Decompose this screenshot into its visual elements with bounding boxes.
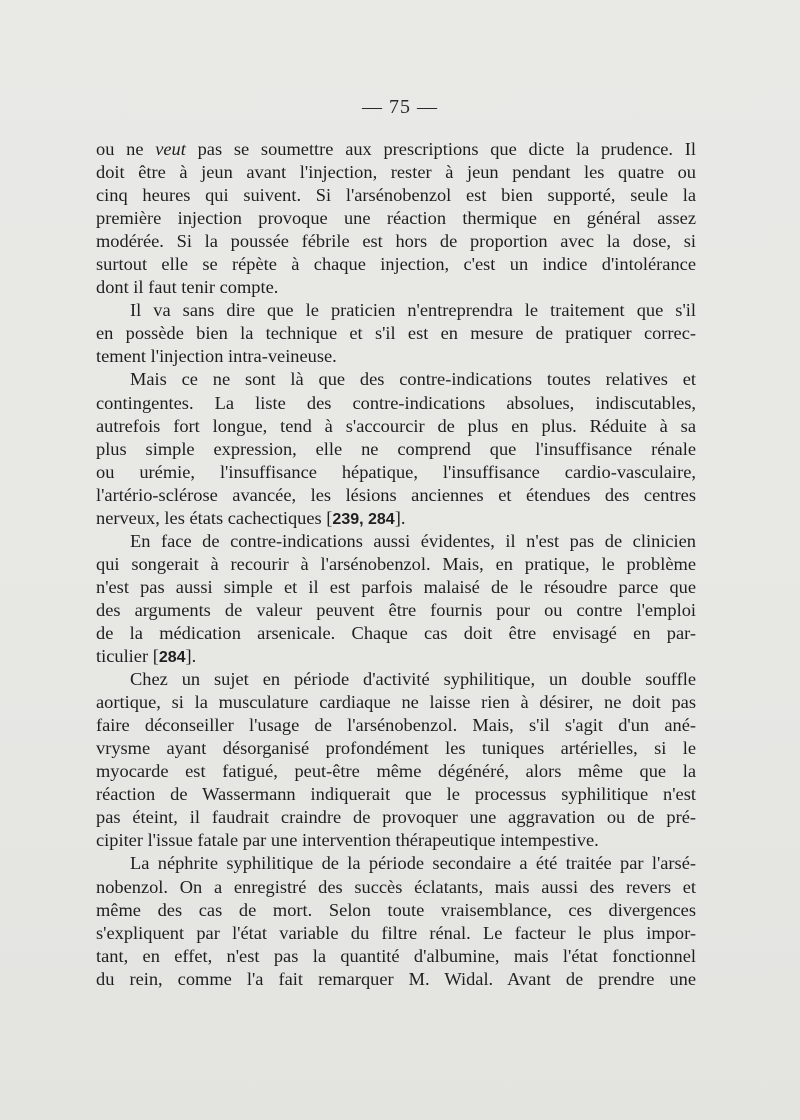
emphasis: veut [155,139,186,159]
text-line: dont il faut tenir compte. [96,277,279,298]
text-line: en possède bien la technique et s'il est en mesure de pratiquer correc- [96,323,696,344]
text-line: nerveux, les états cachectiques [239, 284]. [96,507,406,528]
text-line: n'est pas aussi simple et il est parfois malaisé de le résoudre parce que [96,576,696,597]
text-line: s'expliquent par l'état variable du filtre rénal. Le facteur le plus impor- [96,922,696,943]
body-text [96,138,696,991]
text-line: pas éteint, il faudrait craindre de provoquer une aggravation ou de pré- [96,807,696,828]
page-number: — 75 — [362,96,438,118]
reference: 284 [158,649,186,667]
text-line: réaction de Wassermann indiquerait que le processus syphilitique n'est [96,784,696,805]
text-line: qui songerait à recourir à l'arsénobenzol. Mais, en pratique, le problème [96,553,696,574]
reference: 239, 284 [332,510,395,528]
text-line: La néphrite syphilitique de la période secondaire a été traitée par l'arsé- [130,853,696,874]
text-line: cipiter l'issue fatale par une intervention thérapeutique intempestive. [96,830,599,851]
text-line: vrysme ayant désorganisé profondément les tuniques artérielles, si le [96,738,696,759]
text-line: aortique, si la musculature cardiaque ne laisse rien à désirer, ne doit pas [96,692,696,713]
text-line: faire déconseiller l'usage de l'arsénobenzol. Mais, s'il s'agit d'un ané- [96,715,696,736]
text-line: Mais ce ne sont là que des contre-indications toutes relatives et [130,369,696,390]
text-line: cinq heures qui suivent. Si l'arsénobenzol est bien supporté, seule la [96,185,696,206]
text-line: autrefois fort longue, tend à s'accourcir de plus en plus. Réduite à sa [96,415,696,436]
text-line: contingentes. La liste des contre-indications absolues, indiscutables, [96,392,696,413]
text-line: ou ne veut pas se soumettre aux prescriptions que dicte la prudence. Il [96,139,696,159]
text-line: première injection provoque une réaction thermique en général assez [96,208,696,229]
text-line: doit être à jeun avant l'injection, rester à jeun pendant les quatre ou [96,162,696,183]
text-line: plus simple expression, elle ne comprend que l'insuffisance rénale [96,438,696,459]
text-line: de la médication arsenicale. Chaque cas doit être envisagé en par- [96,622,696,643]
text-line: ou urémie, l'insuffisance hépatique, l'insuffisance cardio-vasculaire, [96,461,696,482]
text-line: surtout elle se répète à chaque injection, c'est un indice d'intolérance [96,254,696,275]
text-line: modérée. Si la poussée fébrile est hors de proportion avec la dose, si [96,231,696,252]
text-line: tant, en effet, n'est pas la quantité d'albumine, mais l'état fonctionnel [96,945,696,966]
text-line: Il va sans dire que le praticien n'entreprendra le traitement que s'il [130,300,696,321]
text-line: tement l'injection intra-veineuse. [96,346,337,367]
text-line: En face de contre-indications aussi évidentes, il n'est pas de clinicien [130,530,696,551]
text-line: l'artério-sclérose avancée, les lésions anciennes et étendues des centres [96,484,696,505]
text-line: même des cas de mort. Selon toute vraisemblance, ces divergences [96,899,696,920]
text-line: ticulier [284]. [96,646,197,667]
text-line: du rein, comme l'a fait remarquer M. Widal. Avant de prendre une [96,968,696,989]
text-line: nobenzol. On a enregistré des succès éclatants, mais aussi des revers et [96,876,696,897]
text-line: myocarde est fatigué, peut-être même dégénéré, alors même que la [96,761,696,782]
text-line: des arguments de valeur peuvent être fournis pour ou contre l'emploi [96,599,696,620]
text-line: Chez un sujet en période d'activité syphilitique, un double souffle [130,669,696,690]
